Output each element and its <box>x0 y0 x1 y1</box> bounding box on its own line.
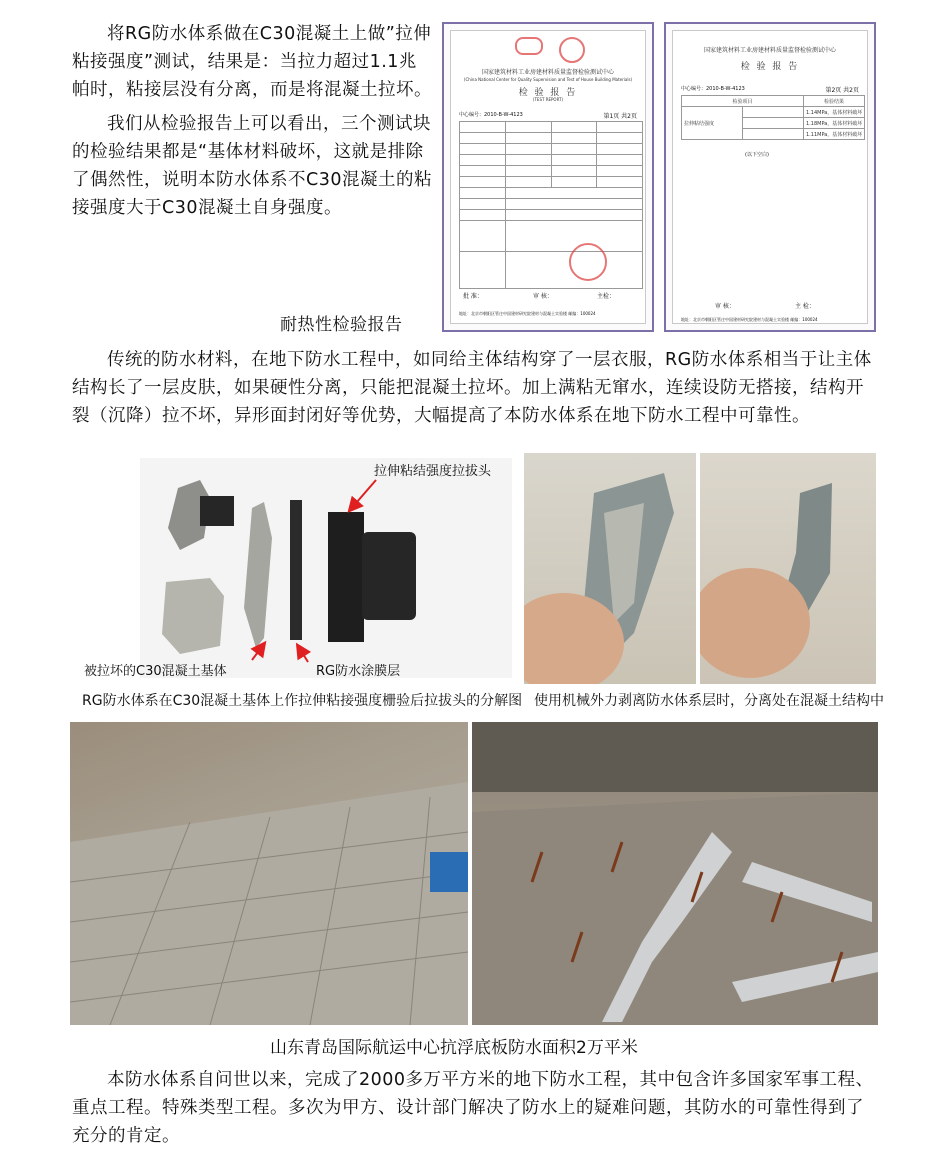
report2-r1: 1.14MPa，基体材料破坏 <box>804 107 865 118</box>
cma-stamp-icon <box>515 37 543 55</box>
report2-page: 第2页 共2页 <box>825 87 859 94</box>
report2-item: 拉伸粘结强度 <box>682 107 743 140</box>
report1-title: 检 验 报 告 <box>518 88 578 98</box>
report2-review: 审 核： <box>715 303 735 310</box>
report1-subtitle: (TEST REPORT) <box>532 97 564 102</box>
coating-layer <box>290 500 302 640</box>
report2-r2: 1.18MPa，基体材料破坏 <box>804 118 865 129</box>
intro-paragraph-2: 我们从检验报告上可以看出，三个测试块的检验结果都是“基体材料破坏，这就是排除了偶然性，说明本防水体系不C30混凝土的粘接强度大于C30混凝土自身强度。 <box>72 114 432 218</box>
report2-no: 中心编号：2010-B-W-4123 <box>681 86 745 92</box>
label-pull-head: 拉伸粘结强度拉拔头 <box>374 464 492 479</box>
body-paragraph-3: 本防水体系自问世以来，完成了2000多万平方米的地下防水工程，其中包含许多国家军事工程、重点工程。特殊类型工程。多次为甲方、设计部门解决了防水上的疑难问题，其防水的可靠性得到了充分的肯定。 <box>72 1070 874 1146</box>
pull-head-illustration <box>140 458 512 678</box>
report1-review: 审 核： <box>533 293 553 300</box>
pull-head-small <box>200 496 234 526</box>
label-coating: RG防水涂膜层 <box>316 664 401 679</box>
report2-blank: (以下空白) <box>745 152 769 158</box>
report1-address: 地址：北京市朝阳区管庄中国建材研究院建材与混凝土实验楼 邮编：100024 <box>459 311 596 316</box>
cal-stamp-icon <box>559 37 585 63</box>
report1-page: 第1页 共2页 <box>603 113 637 120</box>
figure2-caption: 使用机械外力剥离防水体系层时，分离处在混凝土结构中 <box>534 693 884 709</box>
photo-site-right <box>472 722 878 1025</box>
label-concrete-base: 被拉坏的C30混凝土基体 <box>84 664 227 679</box>
report1-no: 中心编号：2010-B-W-4123 <box>459 112 523 118</box>
intro-text <box>72 20 432 228</box>
figure3-caption: 山东青岛国际航运中心抗浮底板防水面积2万平米 <box>270 1038 638 1058</box>
report2-address: 地址：北京市朝阳区管庄中国建材研究院建材与混凝土实验楼 邮编：100024 <box>681 317 818 322</box>
report1-org-en: (China National Center for Quality Supervision and Test of House Building Materials) <box>463 77 633 82</box>
report1-approve: 批 准： <box>463 293 483 300</box>
body-paragraph-2: 传统的防水材料，在地下防水工程中，如同给主体结构穿了一层衣服，RG防水体系相当于让主体结构长了一层皮肤，如果硬性分离，只能把混凝土拉坏。加上满粘无窜水，连续设防无搭接，结构开裂（沉降）拉不坏，异形面封闭好等优势，大幅提高了本防水体系在地下防水工程中可靠性。 <box>72 350 872 426</box>
photo-peel-left <box>524 453 696 684</box>
pull-head <box>328 512 364 642</box>
report2-title: 检 验 报 告 <box>740 62 800 72</box>
figure1-caption: RG防水体系在C30混凝土基体上作拉伸粘接强度栅验后拉拔头的分解图 <box>82 693 523 709</box>
concrete-base-block <box>162 578 224 654</box>
photo-peel-right <box>700 453 876 684</box>
report2-org: 国家建筑材料工业房建材料质量监督检验测试中心 <box>703 47 836 54</box>
report2-r3: 1.11MPa，基体材料破坏 <box>804 129 865 140</box>
report1-check: 主检： <box>597 293 616 300</box>
figure-pull-head-diagram <box>84 458 512 679</box>
report2-check: 主 检： <box>795 303 815 310</box>
test-report-page-2 <box>664 22 876 332</box>
report2-col1: 检验项目 <box>682 96 804 107</box>
photo-site-left <box>70 722 468 1025</box>
pull-head-cylinder <box>362 532 416 620</box>
intro-paragraph-1: 将RG防水体系做在C30混凝土上做”拉伸粘接强度”测试，结果是：当拉力超过1.1兆帕时，粘接层没有分离，而是将混凝土拉坏。 <box>72 24 432 100</box>
test-report-page-1 <box>442 22 654 332</box>
report1-table <box>459 121 643 289</box>
report2-table <box>681 95 865 140</box>
red-seal-icon <box>569 243 607 281</box>
report1-org: 国家建筑材料工业房建材料质量监督检验测试中心 <box>481 69 614 76</box>
report-caption: 耐热性检验报告 <box>280 315 403 335</box>
report2-col2: 检验结果 <box>804 96 865 107</box>
